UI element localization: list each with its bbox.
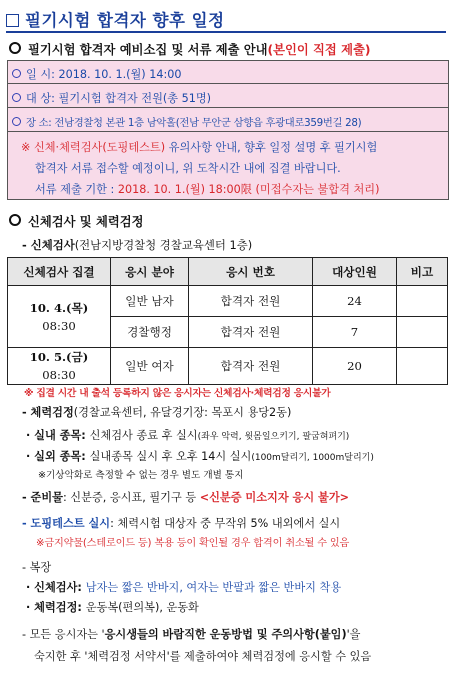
section2-heading-text: 신체검사 및 체력검정 [28, 215, 144, 229]
final-text-a: - 모든 응시자는 ' [22, 628, 105, 641]
weather-note: ※기상악화로 측정할 수 없는 경우 별도 개별 통지 [38, 470, 244, 481]
physical-exam-place: (전남지방경찰청 경찰교육센터 1층) [74, 238, 253, 252]
final-text-b: 응시생들의 바람직한 운동방법 및 주의사항(붙임) [104, 628, 347, 641]
indoor-detail: (좌우 악력, 윗몸일으키기, 팔굽혀펴기) [197, 432, 350, 442]
physical-exam-label: - 신체검사 [22, 238, 75, 252]
attire-fitness-text: 운동복(편의복), 운동화 [85, 601, 199, 614]
fitness-place: (경찰교육센터, 유달경기장: 목포시 용당2동) [73, 406, 292, 419]
assembly-time: 08:30 [42, 368, 76, 382]
outdoor-detail: (100m달리기, 1000m달리기) [251, 453, 374, 463]
notice-where [12, 114, 361, 129]
assembly-date-cell [8, 348, 111, 385]
final-text-c: '을 [346, 628, 361, 641]
circle-bullet-icon [9, 42, 21, 54]
items-line [22, 489, 349, 505]
page-title-text: 필기시험 합격자 향후 일정 [25, 11, 225, 30]
table-cell: 일반 여자 [111, 348, 189, 385]
table-cell: 합격자 전원 [189, 286, 313, 317]
when-value: 2018. 10. 1.(월) 14:00 [58, 68, 182, 81]
notice-note-line2: 합격자 서류 접수할 예정이니, 위 도착시간 내에 집결 바랍니다. [35, 162, 341, 175]
section2-heading [9, 212, 143, 230]
table-cell [397, 317, 448, 348]
where-label: 장 소: [26, 117, 52, 129]
attire-body [26, 579, 341, 595]
deadline-note: (미접수자는 불합격 처리) [251, 183, 380, 196]
fitness-heading [22, 404, 291, 420]
doping-label: - 도핑테스트 실시 [22, 517, 111, 530]
doping-warning: ※금지약물(스테로이드 등) 복용 등이 확인될 경우 합격이 취소될 수 있음 [36, 538, 350, 549]
table-cell: 24 [313, 286, 397, 317]
notice-divider [8, 83, 448, 84]
table-cell: 합격자 전원 [189, 348, 313, 385]
attire-fitness [26, 599, 199, 615]
physical-exam-heading [22, 237, 252, 253]
note-prefix: ※ [21, 141, 31, 154]
who-value: 필기시험 합격자 전원(총 51명) [58, 92, 212, 105]
note-red-text: 신체·체력검사(도핑테스트) [33, 141, 166, 154]
where-value: 전남경찰청 본관 1층 남악홀(전남 무안군 삼향읍 후광대로359번길 28) [54, 117, 362, 129]
notice-divider [8, 131, 448, 132]
indoor-text: 신체검사 종료 후 실시 [89, 429, 198, 442]
notice-when [12, 66, 181, 82]
table-header: 응시 번호 [189, 258, 313, 286]
table-header: 대상인원 [313, 258, 397, 286]
attire-body-label: · 신체검사: [26, 581, 86, 594]
doping-text: : 체력시험 대상자 중 무작위 5% 내외에서 실시 [110, 517, 341, 530]
section1-heading-note: (본인이 직접 제출) [267, 43, 371, 57]
outdoor-events [26, 448, 374, 464]
notice-note [21, 139, 377, 155]
indoor-events [26, 427, 349, 443]
attire-fitness-label: · 체력검정: [26, 601, 86, 614]
indoor-label: · 실내 종목: [26, 429, 90, 442]
deadline-label: 서류 제출 기한 : [35, 183, 118, 196]
table-row [8, 286, 448, 317]
circle-bullet-icon [12, 117, 21, 126]
assembly-time: 08:30 [42, 318, 76, 333]
items-label: - 준비물 [22, 491, 63, 504]
section1-heading-text: 필기시험 합격자 예비소집 및 서류 제출 안내 [28, 43, 268, 57]
circle-bullet-icon [12, 69, 21, 78]
items-text: : 신분증, 응시표, 필기구 등 [62, 491, 200, 504]
table-cell [397, 286, 448, 317]
circle-bullet-icon [12, 93, 21, 102]
final-notice-line2: 숙지한 후 '체력검정 서약서'를 제출하여야 체력검정에 응시할 수 있음 [34, 650, 372, 663]
checkbox-icon [6, 14, 19, 27]
assembly-date: 10. 4.(목) [29, 300, 89, 315]
table-header-row [8, 258, 448, 286]
table-cell: 일반 남자 [111, 286, 189, 317]
table-cell: 합격자 전원 [189, 317, 313, 348]
page-title [6, 7, 225, 31]
attire-heading: - 복장 [22, 561, 52, 574]
assembly-date: 10. 5.(금) [29, 350, 89, 364]
attire-body-text: 남자는 짧은 반바지, 여자는 반팔과 짧은 반바지 착용 [85, 581, 342, 594]
table-row [8, 348, 448, 385]
notice-who [12, 90, 211, 106]
table-cell [397, 348, 448, 385]
table-header: 비고 [397, 258, 448, 286]
notice-divider [8, 107, 448, 108]
table-header: 응시 분야 [111, 258, 189, 286]
outdoor-text: 실내종목 실시 후 오후 14시 실시 [89, 450, 252, 463]
section1-heading [9, 40, 370, 58]
assembly-date-cell [8, 286, 111, 348]
deadline-value: 2018. 10. 1.(월) 18:00限 [117, 183, 252, 196]
items-warning: <신분증 미소지자 응시 불가> [199, 491, 350, 504]
table-header: 신체검사 집결 [8, 258, 111, 286]
when-label: 일 시: [26, 68, 55, 81]
doping-line [22, 515, 340, 531]
attendance-warning: ※ 집결 시간 내 출석 등록하지 않은 응시자는 신체검사·체력검정 응시불가 [24, 388, 331, 399]
outdoor-label: · 실외 종목: [26, 450, 90, 463]
fitness-label: - 체력검정 [22, 406, 74, 419]
final-notice-line1 [22, 626, 360, 642]
schedule-table [7, 257, 448, 385]
table-cell: 20 [313, 348, 397, 385]
note-text: 유의사항 안내, 향후 일정 설명 후 필기시험 [165, 141, 378, 154]
notice-box [7, 60, 449, 200]
circle-bullet-icon [9, 214, 21, 226]
table-cell: 7 [313, 317, 397, 348]
who-label: 대 상: [26, 92, 55, 105]
notice-deadline [35, 181, 379, 197]
table-cell: 경찰행정 [111, 317, 189, 348]
title-divider [6, 31, 446, 33]
